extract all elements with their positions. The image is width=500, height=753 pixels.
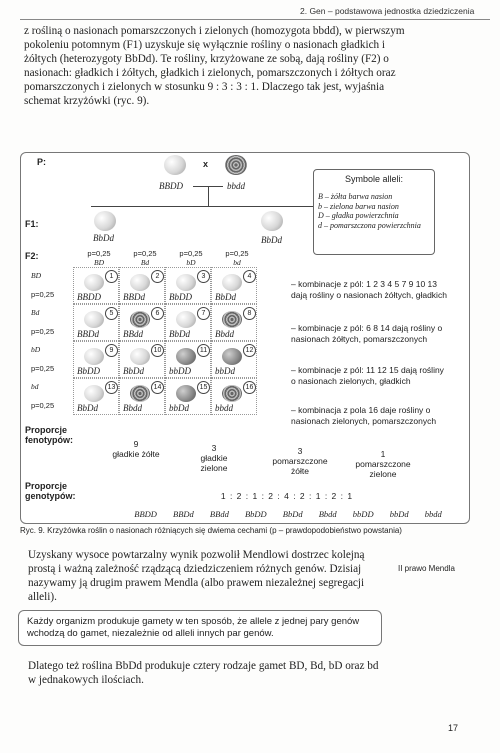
seed-icon [176,348,196,365]
intro-paragraph: z rośliną o nasionach pomarszczonych i zielonych (homozygota bbdd), w pierwszym pokoleniu potomnym (F1) uzyskuje się wyłącznie rośliny o nasionach gładkich i żółtych (heterozygoty BbDd). Te rośliny, krzyżowane ze sobą, dają rośliny (F2) o nasionach: gładkich i żółtych, gładkich i zielonych, pomarszczonych i żółtych oraz pomarszczonych i zielonych w stosunku 9 : 3 : 3 : 1. Dlaczego tak jest, wyjaśnia schemat krzyżówki (ryc. 9). [24,25,405,107]
punnett-cell [73,378,119,415]
punnett-cell [73,304,119,341]
probability-label: p=0,25 [87,249,111,258]
cell-genotype: BbDd [215,292,236,302]
punnett-cell [211,341,257,378]
punnett-cell [211,267,257,304]
legend-entry: D – gładka powierzchnia [318,211,399,220]
cell-number: 6 [151,307,164,320]
seed-icon [130,311,150,328]
row-header [31,308,71,336]
seed-icon [130,274,150,291]
phenotype-ratio-label: Proporcje fenotypów: [25,425,73,445]
f1-pea-right [261,211,283,231]
punnett-cell [73,267,119,304]
legend-entry: d – pomarszczona powierzchnia [318,220,421,230]
combination-green-wrinkled: – kombinacja z pola 16 daje rośliny o nasionach zielonych, pomarszczonych [291,405,437,426]
genotype-ratio: 1 : 2 : 1 : 2 : 4 : 2 : 1 : 2 : 1 [220,491,354,501]
gamete-label: Bd [31,308,40,317]
row-header [31,382,71,410]
gamete-label: BD [94,258,104,267]
cell-number: 7 [197,307,210,320]
gamete-label: bD [31,345,41,354]
punnett-cell [165,341,211,378]
column-header [171,249,211,267]
cell-genotype: Bbdd [123,403,142,413]
f2-label: F2: [25,251,39,261]
genotype-ratio-label: Proporcje genotypów: [25,481,76,501]
seed-icon [130,385,150,402]
ratio-text: pomarszczone zielone [355,459,411,479]
gamete-label: bd [31,382,39,391]
phenotype-ratio-3 [265,446,335,476]
punnett-cell [165,267,211,304]
gamete-label: bd [233,258,241,267]
legend-entry: b – zielona barwa nasion [318,201,399,211]
f1-label: F1: [25,219,39,229]
cell-number: 13 [105,381,118,394]
p-label: P: [37,157,46,167]
probability-label: p=0,25 [31,290,55,299]
seed-icon [176,385,196,402]
cell-genotype: Bbdd [215,329,234,339]
ratio-value: 1 [380,449,386,459]
punnett-cell [165,304,211,341]
page-number: 17 [448,723,459,733]
seed-icon [176,311,196,328]
f1-line [91,206,326,207]
f1-pea-left [94,211,116,231]
f1-genotype-right: BbDd [261,235,282,245]
cell-number: 15 [197,381,210,394]
cell-number: 9 [105,344,118,357]
probability-label: p=0,25 [179,249,203,258]
legend-entry: B – żółta barwa nasion [318,192,393,201]
cell-genotype: bbDD [169,366,191,376]
parent-pea-yellow-smooth [164,155,186,175]
seed-icon [130,348,150,365]
figure-box [20,152,470,524]
seed-icon [84,274,104,291]
cell-number: 1 [105,270,118,283]
combination-green-smooth: – kombinacje z pól: 11 12 15 dają rośliny o nasionach zielonych, gładkich [291,365,444,386]
ratio-text: gładkie zielone [200,453,228,473]
cell-genotype: BBDd [77,329,99,339]
f1-genotype-left: BbDd [93,233,114,243]
legend-title: Symbole alleli: [344,174,404,184]
parent1-genotype: BBDD [159,181,183,191]
body-paragraph-2: Uzyskany wysoce powtarzalny wynik pozwolił Mendlowi dostrzec kolejną prostą i ważną zależność rządzącą dziedziczeniem różnych genów. Dzisiaj nazywamy ją drugim prawem Mendla (albo prawem niezależnej segregacji alleli). [28,549,365,603]
punnett-cell [119,304,165,341]
parent-pea-green-wrinkled [225,155,247,175]
cell-genotype: BBdd [123,329,143,339]
cell-number: 5 [105,307,118,320]
row-header [31,345,71,373]
seed-icon [222,274,242,291]
probability-label: p=0,25 [31,327,55,336]
seed-icon [222,385,242,402]
column-header [79,249,119,267]
cell-number: 14 [151,381,164,394]
seed-icon [84,385,104,402]
punnett-cell [211,304,257,341]
figure-caption: Ryc. 9. Krzyżówka roślin o nasionach różniących się dwiema cechami (p – prawdopodobieństwo powstania) [20,526,402,535]
punnett-cell [211,378,257,415]
ratio-text: pomarszczone żółte [272,456,328,476]
seed-icon [84,348,104,365]
genotype-list: BBDD BBDd BBdd BbDD BbDd Bbdd bbDD bbDd bbdd [134,509,442,519]
row-header [31,271,71,299]
running-header: 2. Gen – podstawowa jednostka dziedziczenia [300,6,475,16]
punnett-cell [119,267,165,304]
cell-genotype: BbDd [77,403,98,413]
probability-label: p=0,25 [225,249,249,258]
cross-sign: x [203,159,209,169]
header-rule [20,19,490,20]
cell-genotype: bbDd [169,403,189,413]
seed-icon [222,348,242,365]
probability-label: p=0,25 [31,364,55,373]
punnett-cell [73,341,119,378]
ratio-value: 3 [211,443,217,453]
cell-number: 12 [243,344,256,357]
cell-genotype: BbDd [169,329,190,339]
gamete-label: BD [31,271,41,280]
seed-icon [84,311,104,328]
punnett-cell [165,378,211,415]
cell-number: 4 [243,270,256,283]
combination-yellow-wrinkled: – kombinacje z pól: 6 8 14 dają rośliny o nasionach żółtych, pomarszczonych [291,323,443,344]
law-box: Każdy organizm produkuje gamety w ten sposób, że allele z jednej pary genów wchodzą do gamet, niezależnie od alleli innych par genów. [18,610,382,646]
cell-number: 2 [151,270,164,283]
cell-number: 10 [151,344,164,357]
column-header [217,249,257,267]
probability-label: p=0,25 [133,249,157,258]
gamete-label: bD [186,258,196,267]
cell-genotype: BbDD [169,292,192,302]
phenotype-ratio-4 [343,449,423,479]
cell-genotype: BbDd [123,366,144,376]
cell-genotype: BBDD [77,292,101,302]
punnett-cell [119,341,165,378]
punnett-square [21,249,291,439]
combination-yellow-smooth: – kombinacje z pól: 1 2 3 4 5 7 9 10 13 dają rośliny o nasionach żółtych, gładkich [291,279,447,300]
cell-genotype: bbDd [215,366,235,376]
gamete-label: Bd [140,258,150,267]
phenotype-ratio-1 [111,439,161,459]
cell-number: 3 [197,270,210,283]
probability-label: p=0,25 [31,401,55,410]
parent2-genotype: bbdd [227,181,245,191]
phenotype-ratio-2 [189,443,239,473]
cell-genotype: bbdd [215,403,233,413]
punnett-cell [119,378,165,415]
stem-line [208,186,209,206]
seed-icon [176,274,196,291]
cell-genotype: BbDD [77,366,100,376]
cell-number: 16 [243,381,256,394]
margin-note: II prawo Mendla [398,564,455,573]
column-header [125,249,165,267]
cell-number: 8 [243,307,256,320]
allele-legend [313,169,435,255]
ratio-value: 3 [297,446,303,456]
ratio-text: gładkie żółte [112,449,160,459]
cell-genotype: BBDd [123,292,145,302]
cell-number: 11 [197,344,210,357]
ratio-value: 9 [133,439,139,449]
seed-icon [222,311,242,328]
body-paragraph-3: Dlatego też roślina BbDd produkuje cztery rodzaje gamet BD, Bd, bD oraz bd w jednakowych ilościach. [28,660,379,686]
